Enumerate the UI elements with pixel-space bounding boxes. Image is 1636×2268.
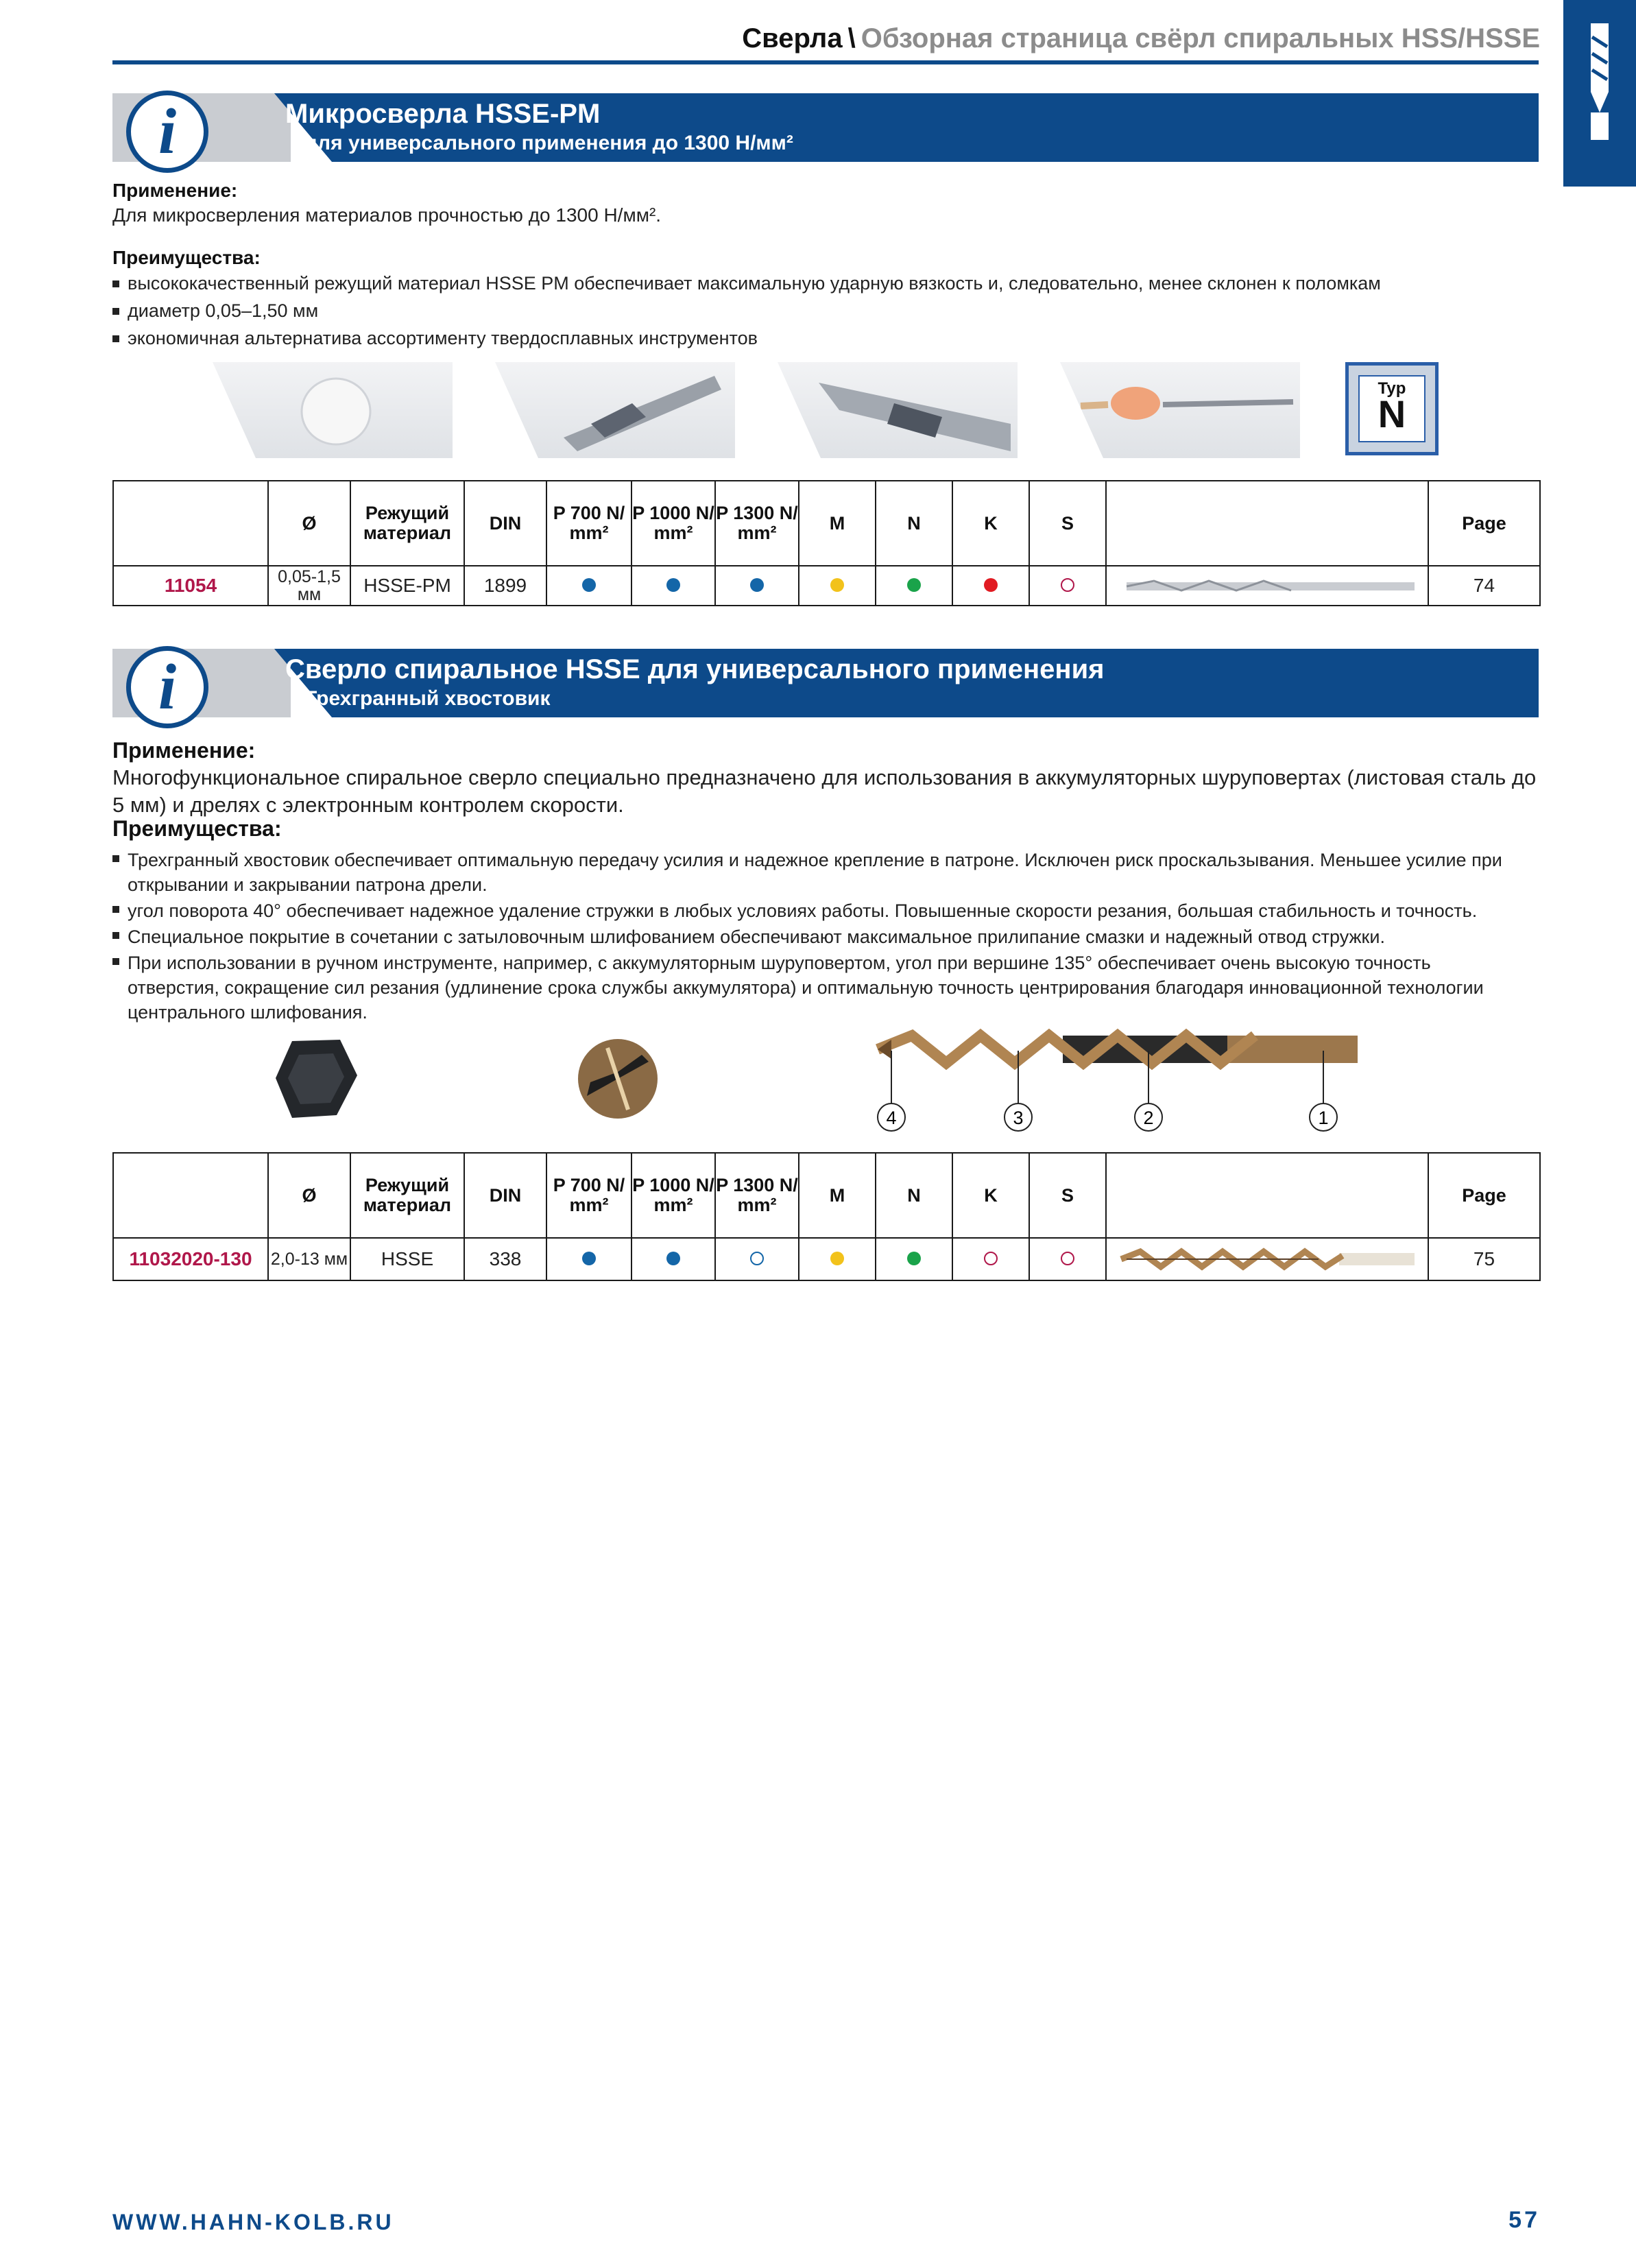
header-page: Page	[1428, 1153, 1540, 1238]
header-material: Режущий материал	[350, 1153, 464, 1238]
header-subtitle: Обзорная страница свёрл спиральных HSS/HSSE	[861, 23, 1540, 53]
drill-flute-image	[495, 362, 735, 458]
suitability-dot	[666, 1252, 680, 1265]
callout-4: 4	[886, 1108, 897, 1128]
chapter-tab	[1563, 0, 1636, 187]
drill-bit-icon	[1577, 23, 1622, 140]
type-badge	[1345, 362, 1439, 455]
section2-advantages-label: Преимущества:	[112, 816, 282, 841]
suitability-dot	[907, 1252, 921, 1265]
header-p1000: P 1000 N/ mm²	[631, 1153, 715, 1238]
suitability-dot	[750, 578, 764, 592]
suitability-dot	[750, 1252, 764, 1265]
section1-advantage-2: диаметр 0,05–1,50 мм	[112, 300, 318, 322]
page-number: 57	[1508, 2207, 1540, 2233]
header-blank	[113, 481, 268, 566]
section2-advantage-2: угол поворота 40° обеспечивает надежное удаление стружки в любых условиях работы. Повышенные скорости резания, большая стабильность и точность.	[112, 898, 1540, 923]
header-title: Сверла	[742, 23, 843, 53]
suitability-dot	[666, 578, 680, 592]
info-icon: i	[126, 646, 208, 728]
section1-advantage-1: высококачественный режущий материал HSSE PM обеспечивает максимальную ударную вязкость и, следовательно, менее склонен к поломкам	[112, 273, 1381, 294]
section2-subtitle: Трехгранный хвостовик	[304, 687, 551, 710]
header-blank	[113, 1153, 268, 1238]
suitability-dot	[582, 1252, 596, 1265]
header-s: S	[1029, 481, 1106, 566]
section1-application-text: Для микросверления материалов прочностью до 1300 Н/мм².	[112, 204, 662, 226]
cell-page: 75	[1428, 1238, 1540, 1280]
header-s: S	[1029, 1153, 1106, 1238]
header-p1300: P 1300 N/ mm²	[715, 1153, 799, 1238]
cell-drill-image	[1106, 566, 1428, 606]
suitability-dot	[830, 578, 844, 592]
suitability-dot	[582, 578, 596, 592]
header-rule	[112, 60, 1539, 64]
header-din: DIN	[464, 1153, 546, 1238]
drill-diagram	[871, 1026, 1364, 1143]
type-badge-label: Typ	[1378, 379, 1406, 398]
header-material: Режущий материал	[350, 481, 464, 566]
micro-drill-image	[1113, 575, 1421, 596]
triangular-shank-image	[272, 1034, 361, 1123]
section1-advantages-label: Преимущества:	[112, 247, 261, 268]
callout-1: 1	[1318, 1108, 1329, 1128]
product-code-link[interactable]: 11054	[113, 566, 268, 606]
header-image	[1106, 481, 1428, 566]
section1-application-label: Применение:	[112, 180, 238, 201]
cell-diameter: 2,0-13 мм	[268, 1238, 350, 1280]
cell-din: 1899	[464, 566, 546, 606]
table-row	[113, 566, 1540, 606]
suitability-dot	[984, 1252, 998, 1265]
table-row	[113, 1238, 1540, 1280]
twist-drill-image	[1113, 1248, 1421, 1271]
cell-page: 74	[1428, 566, 1540, 606]
suitability-dot	[830, 1252, 844, 1265]
header-n: N	[876, 481, 952, 566]
type-badge-value: N	[1378, 392, 1406, 435]
section2-banner	[112, 649, 1539, 723]
header-diameter: Ø	[268, 481, 350, 566]
cell-diameter: 0,05-1,5 мм	[268, 566, 350, 606]
drill-point-image	[573, 1034, 662, 1123]
drill-tip-image	[213, 362, 453, 458]
section1-subtitle: для универсального применения до 1300 Н/мм²	[304, 132, 793, 154]
section2-title: Сверло спиральное HSSE для универсального применения	[285, 654, 1105, 684]
header-p1000: P 1000 N/ mm²	[631, 481, 715, 566]
header-n: N	[876, 1153, 952, 1238]
spec-table-1	[112, 480, 1541, 606]
footer-website-link[interactable]: WWW.HAHN-KOLB.RU	[112, 2210, 394, 2234]
suitability-dot	[1061, 578, 1074, 592]
header-page: Page	[1428, 481, 1540, 566]
cell-din: 338	[464, 1238, 546, 1280]
header-diameter: Ø	[268, 1153, 350, 1238]
header-m: M	[799, 481, 876, 566]
table-header-row	[113, 481, 1540, 566]
micro-drill-match-image	[1060, 362, 1300, 458]
section2-advantage-4: При использовании в ручном инструменте, например, с аккумуляторным шуруповертом, угол при вершине 135° обеспечивает очень высокую точность отверстия, сокращение сил резания (удлинение срока службы аккумулятора) и оптимальную точность центрирования благодаря инновационной технологии центрального шлифования.	[112, 951, 1526, 1025]
section1-banner	[112, 93, 1539, 167]
page-header	[742, 18, 1540, 59]
drill-cutting-edge-image	[778, 362, 1018, 458]
header-p700: P 700 N/ mm²	[546, 481, 631, 566]
header-p1300: P 1300 N/ mm²	[715, 481, 799, 566]
suitability-dot	[984, 578, 998, 592]
header-m: M	[799, 1153, 876, 1238]
header-k: K	[952, 481, 1029, 566]
spec-table-2	[112, 1152, 1541, 1281]
section1-title: Микросверла HSSE-PM	[285, 99, 601, 129]
product-code-link[interactable]: 11032020-130	[113, 1238, 268, 1280]
callout-2: 2	[1143, 1108, 1154, 1128]
section2-application-label: Применение:	[112, 738, 256, 763]
header-din: DIN	[464, 481, 546, 566]
header-separator: \	[847, 23, 856, 53]
table-header-row	[113, 1153, 1540, 1238]
cell-material: HSSE-PM	[350, 566, 464, 606]
info-icon: i	[126, 91, 208, 173]
cell-drill-image	[1106, 1238, 1428, 1280]
cell-material: HSSE	[350, 1238, 464, 1280]
section2-advantage-3: Специальное покрытие в сочетании с затыловочным шлифованием обеспечивают максимальное прилипание смазки и надежный отвод стружки.	[112, 924, 1540, 949]
section2-advantage-1: Трехгранный хвостовик обеспечивает оптимальную передачу усилия и надежное крепление в патроне. Исключен риск проскальзывания. Меньшее усилие при открывании и закрывании патрона дрели.	[112, 848, 1540, 897]
suitability-dot	[1061, 1252, 1074, 1265]
header-p700: P 700 N/ mm²	[546, 1153, 631, 1238]
header-image	[1106, 1153, 1428, 1238]
section2-application-text: Многофункциональное спиральное сверло специально предназначено для использования в аккумуляторных шуруповертах (листовая сталь до 5 мм) и дрелях с электронным контролем скорости.	[112, 765, 1537, 817]
header-k: K	[952, 1153, 1029, 1238]
section1-advantage-3: экономичная альтернатива ассортименту твердосплавных инструментов	[112, 328, 758, 349]
suitability-dot	[907, 578, 921, 592]
callout-3: 3	[1013, 1108, 1024, 1128]
